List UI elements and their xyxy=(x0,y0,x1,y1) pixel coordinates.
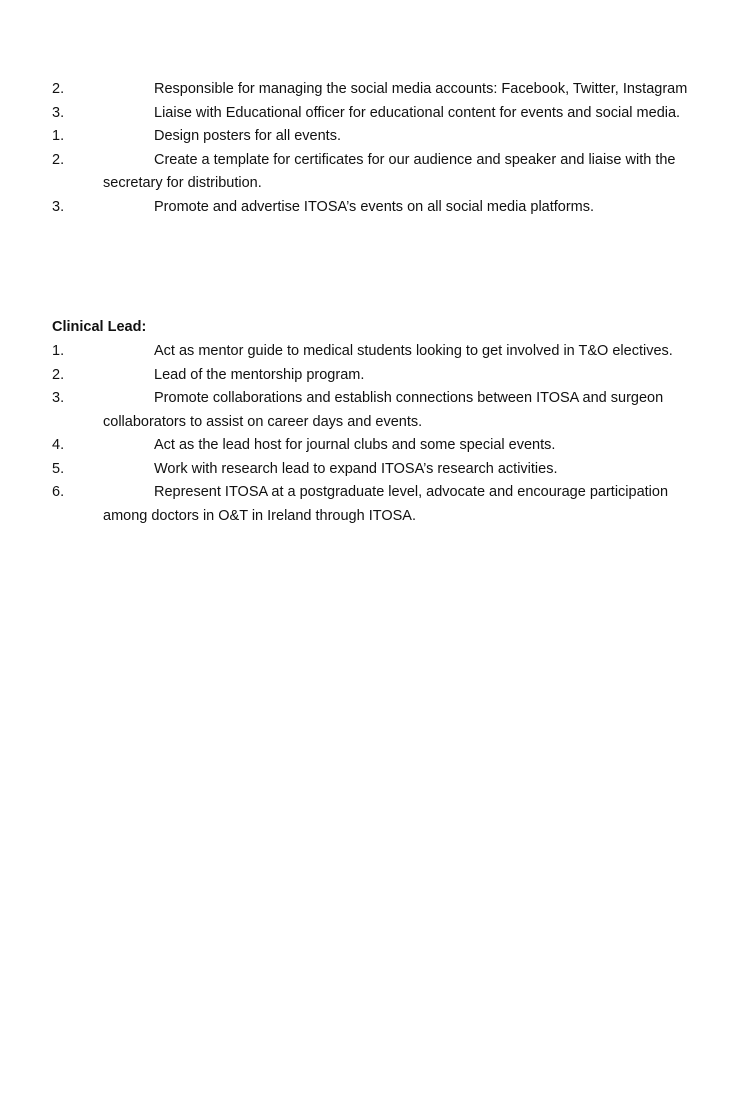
list-item-text: Work with research lead to expand ITOSA’s research activities. xyxy=(154,460,558,477)
list-item-text: Act as the lead host for journal clubs and some special events. xyxy=(154,437,556,453)
list-item xyxy=(52,78,693,102)
list-item xyxy=(52,149,693,196)
list-item xyxy=(52,196,693,220)
list-item-text: Promote and advertise ITOSA’s events on all social media platforms. xyxy=(154,198,595,215)
list-item-number: 2. xyxy=(52,81,65,97)
list-item-number: 2. xyxy=(52,151,65,168)
list-item-number: 4. xyxy=(52,437,65,453)
list-item-text: Design posters for all events. xyxy=(154,128,341,144)
list-item-text: Promote collaborations and establish connections between ITOSA and surgeon collaborators to assist on career days and events. xyxy=(103,390,664,430)
list-item-text: Act as mentor guide to medical students looking to get involved in T&O electives. xyxy=(154,343,673,359)
list-item xyxy=(52,481,693,528)
list-item xyxy=(52,458,693,482)
list-item-text: Liaise with Educational officer for educational content for events and social media. xyxy=(154,104,681,121)
list-item-text: Create a template for certificates for our audience and speaker and liaise with the secretary for distribution. xyxy=(103,151,676,191)
list-item xyxy=(52,102,693,126)
list-item xyxy=(52,125,693,149)
list-item xyxy=(52,387,693,434)
list-item-number: 2. xyxy=(52,366,65,383)
list-item-number: 3. xyxy=(52,198,65,215)
list-item xyxy=(52,340,693,364)
clinical-lead-heading: Clinical Lead: xyxy=(52,319,147,335)
list-item-number: 1. xyxy=(52,128,65,144)
clinical-lead-list xyxy=(0,340,693,528)
list-item-number: 6. xyxy=(52,484,65,500)
list-item xyxy=(52,434,693,458)
list-item-number: 3. xyxy=(52,104,65,121)
responsibilities-list xyxy=(0,78,693,219)
list-item-number: 1. xyxy=(52,343,65,359)
list-item-text: Represent ITOSA at a postgraduate level, advocate and encourage participation among doctors in O&T in Ireland through ITOSA. xyxy=(103,484,669,524)
list-item-number: 5. xyxy=(52,460,65,477)
list-item xyxy=(52,364,693,388)
list-item-number: 3. xyxy=(52,390,65,406)
list-item-text: Lead of the mentorship program. xyxy=(154,366,365,383)
list-item-text: Responsible for managing the social media accounts: Facebook, Twitter, Instagram xyxy=(154,81,688,97)
